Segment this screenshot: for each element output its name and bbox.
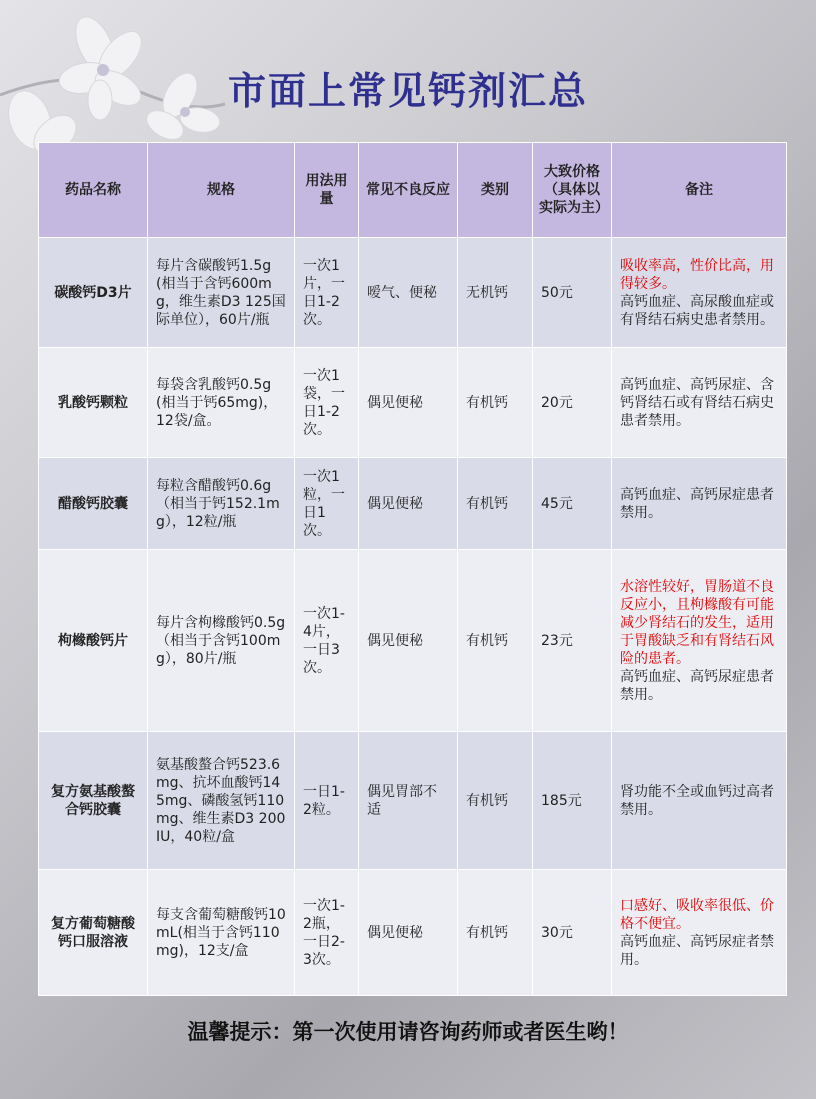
note-highlight: 口感好、吸收率很低、价格不便宜。 [620, 897, 774, 932]
drug-spec: 每袋含乳酸钙0.5g(相当于钙65mg)，12袋/盒。 [148, 348, 295, 458]
table-row [39, 870, 787, 996]
drug-name: 枸橼酸钙片 [39, 550, 148, 732]
table-row [39, 348, 787, 458]
drug-name: 醋酸钙胶囊 [39, 458, 148, 550]
drug-category: 有机钙 [458, 458, 533, 550]
table-row [39, 458, 787, 550]
calcium-table [38, 142, 787, 996]
drug-price: 45元 [533, 458, 612, 550]
header-usage: 用法用量 [295, 143, 359, 238]
header-side-effects: 常见不良反应 [359, 143, 458, 238]
drug-side-effects: 偶见便秘 [359, 458, 458, 550]
drug-usage: 一次1片，一日1-2次。 [295, 238, 359, 348]
note-normal: 肾功能不全或血钙过高者禁用。 [620, 783, 774, 818]
note-highlight: 水溶性较好，胃肠道不良反应小，且枸橼酸有可能减少肾结石的发生，适用于胃酸缺乏和有肾结石风险的患者。 [620, 578, 774, 667]
drug-name: 复方葡萄糖酸钙口服溶液 [39, 870, 148, 996]
drug-note [612, 870, 787, 996]
note-normal: 高钙血症、高钙尿症、含钙肾结石或有肾结石病史患者禁用。 [620, 376, 774, 429]
drug-name: 乳酸钙颗粒 [39, 348, 148, 458]
drug-note [612, 732, 787, 870]
header-name: 药品名称 [39, 143, 148, 238]
drug-name: 碳酸钙D3片 [39, 238, 148, 348]
drug-category: 无机钙 [458, 238, 533, 348]
drug-usage: 一日1-2粒。 [295, 732, 359, 870]
drug-usage: 一次1-4片，一日3次。 [295, 550, 359, 732]
drug-price: 185元 [533, 732, 612, 870]
drug-category: 有机钙 [458, 348, 533, 458]
drug-side-effects: 偶见胃部不适 [359, 732, 458, 870]
drug-spec: 每片含碳酸钙1.5g(相当于含钙600mg，维生素D3 125国际单位），60片/瓶 [148, 238, 295, 348]
drug-usage: 一次1粒，一日1次。 [295, 458, 359, 550]
table-row [39, 550, 787, 732]
page-title: 市面上常见钙剂汇总 [227, 69, 588, 113]
note-highlight: 吸收率高，性价比高，用得较多。 [620, 257, 774, 292]
table-row [39, 732, 787, 870]
drug-side-effects: 偶见便秘 [359, 550, 458, 732]
header-notes: 备注 [612, 143, 787, 238]
drug-price: 30元 [533, 870, 612, 996]
drug-side-effects: 嗳气、便秘 [359, 238, 458, 348]
drug-note [612, 238, 787, 348]
header-category: 类别 [458, 143, 533, 238]
note-normal: 高钙血症、高尿酸血症或有肾结石病史患者禁用。 [620, 293, 774, 328]
drug-spec: 每粒含醋酸钙0.6g（相当于钙152.1mg），12粒/瓶 [148, 458, 295, 550]
drug-category: 有机钙 [458, 870, 533, 996]
drug-spec: 氨基酸螯合钙523.6mg、抗坏血酸钙145mg、磷酸氢钙110mg、维生素D3 200IU，40粒/盒 [148, 732, 295, 870]
drug-spec: 每支含葡萄糖酸钙10mL(相当于含钙110mg)，12支/盒 [148, 870, 295, 996]
note-normal: 高钙血症、高钙尿症者禁用。 [620, 933, 774, 968]
drug-price: 20元 [533, 348, 612, 458]
drug-side-effects: 偶见便秘 [359, 348, 458, 458]
header-spec: 规格 [148, 143, 295, 238]
drug-name: 复方氨基酸螯合钙胶囊 [39, 732, 148, 870]
table-header-row [39, 143, 787, 238]
drug-note [612, 348, 787, 458]
drug-note [612, 458, 787, 550]
drug-usage: 一次1袋，一日1-2次。 [295, 348, 359, 458]
drug-category: 有机钙 [458, 732, 533, 870]
drug-spec: 每片含枸橼酸钙0.5g（相当于含钙100mg），80片/瓶 [148, 550, 295, 732]
drug-price: 23元 [533, 550, 612, 732]
header-price: 大致价格（具体以实际为主） [533, 143, 612, 238]
drug-usage: 一次1-2瓶，一日2-3次。 [295, 870, 359, 996]
warm-tip: 温馨提示：第一次使用请咨询药师或者医生哟！ [187, 1020, 629, 1044]
drug-side-effects: 偶见便秘 [359, 870, 458, 996]
drug-price: 50元 [533, 238, 612, 348]
note-normal: 高钙血症、高钙尿症患者禁用。 [620, 486, 774, 521]
table-row [39, 238, 787, 348]
note-normal: 高钙血症、高钙尿症患者禁用。 [620, 668, 774, 703]
drug-category: 有机钙 [458, 550, 533, 732]
drug-note [612, 550, 787, 732]
